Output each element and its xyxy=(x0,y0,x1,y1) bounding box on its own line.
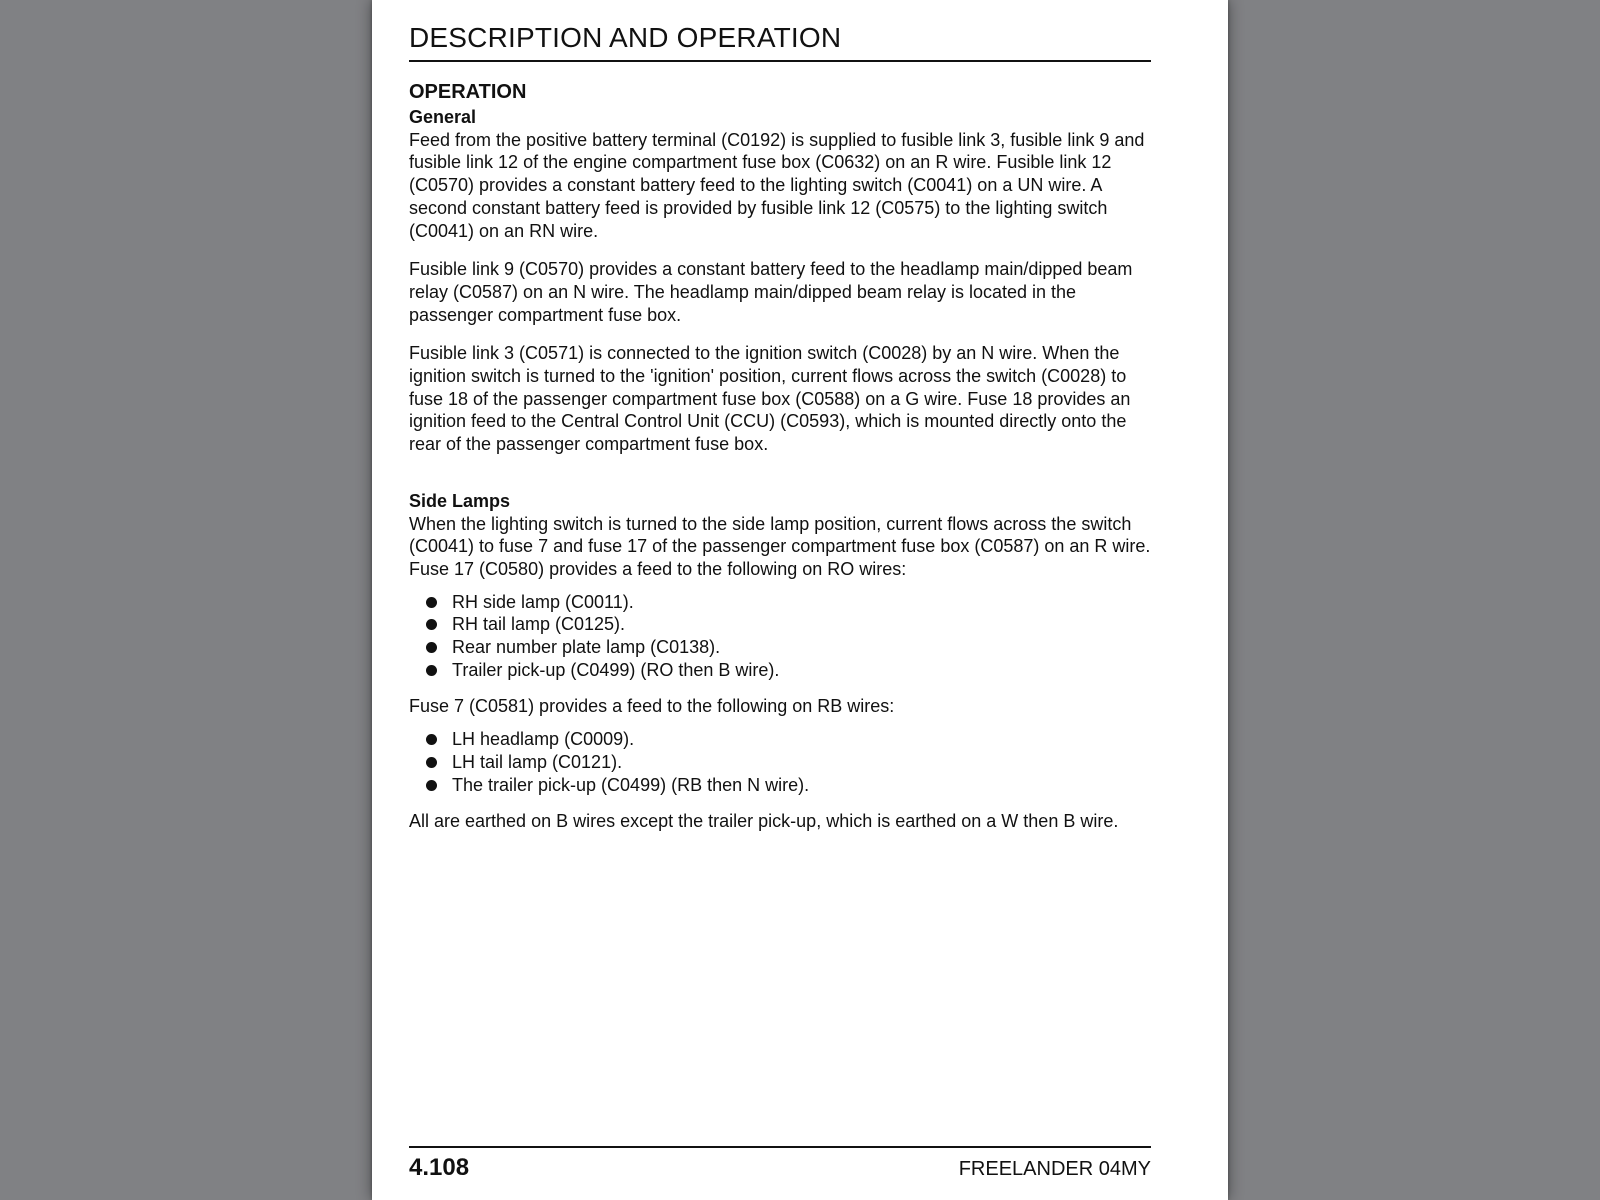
page-number: 4.108 xyxy=(409,1154,470,1181)
header-divider xyxy=(409,60,1151,62)
bullet-icon xyxy=(426,734,437,745)
list-item-text: Rear number plate lamp (C0138). xyxy=(452,637,721,658)
footer-divider xyxy=(409,1146,1151,1148)
general-paragraph-2: Fusible link 9 (C0570) provides a constant battery feed to the headlamp main/dipped beam relay (C0587) on an N wire. The headlamp main/dipped beam relay is located in the passenger compartment fuse box. xyxy=(409,259,1133,325)
section-title: OPERATION xyxy=(409,81,527,103)
document-page xyxy=(372,0,1228,1200)
general-paragraph-1: Feed from the positive battery terminal (C0192) is supplied to fusible link 3, fusible link 9 and fusible link 12 of the engine compartment fuse box (C0632) on an R wire. Fusible link 12 (C0570) provides a constant battery feed to the lighting switch (C0041) on a UN wire. A second constant battery feed is provided by fusible link 12 (C0575) to the lighting switch (C0041) on an RN wire. xyxy=(409,129,1145,241)
page-body xyxy=(409,78,1151,849)
ro-wire-list xyxy=(409,591,1151,682)
subsection-title-general: General xyxy=(409,107,477,127)
list-item-text: LH headlamp (C0009). xyxy=(452,729,635,750)
list-item-text: RH tail lamp (C0125). xyxy=(452,614,626,635)
bullet-icon xyxy=(426,665,437,676)
page-header-title: DESCRIPTION AND OPERATION xyxy=(409,22,842,53)
list-item-text: RH side lamp (C0011). xyxy=(452,591,634,612)
list-item xyxy=(409,659,1151,682)
bullet-icon xyxy=(426,619,437,630)
list-item xyxy=(409,591,1151,614)
list-item-text: Trailer pick-up (C0499) (RO then B wire). xyxy=(452,659,780,680)
bullet-icon xyxy=(426,642,437,653)
subsection-title-side-lamps: Side Lamps xyxy=(409,490,511,511)
list-item xyxy=(409,613,1151,636)
rb-wire-list xyxy=(409,728,1151,796)
list-item xyxy=(409,774,1151,797)
closing-paragraph: All are earthed on B wires except the trailer pick-up, which is earthed on a W then B wire. xyxy=(409,811,1119,832)
footer-model-label: FREELANDER 04MY xyxy=(958,1158,1151,1180)
side-lamps-intro: When the lighting switch is turned to the side lamp position, current flows across the switch (C0041) to fuse 7 and fuse 17 of the passenger compartment fuse box (C0587) on an R wire. Fuse 17 (C0580) provides a feed to the following on RO wires: xyxy=(409,513,1151,579)
bullet-icon xyxy=(426,597,437,608)
list-item-text: The trailer pick-up (C0499) (RB then N wire). xyxy=(452,774,810,795)
general-paragraph-3: Fusible link 3 (C0571) is connected to the ignition switch (C0028) by an N wire. When the ignition switch is turned to the 'ignition' position, current flows across the switch (C0028) to fuse 18 of the passenger compartment fuse box (C0588) on a G wire. Fuse 18 provides an ignition feed to the Central Control Unit (CCU) (C0593), which is mounted directly onto the rear of the passenger compartment fuse box. xyxy=(409,343,1131,455)
list-item xyxy=(409,636,1151,659)
list-item-text: LH tail lamp (C0121). xyxy=(452,751,623,772)
bullet-icon xyxy=(426,780,437,791)
bullet-icon xyxy=(426,757,437,768)
section-spacer xyxy=(409,472,1151,490)
fuse7-intro: Fuse 7 (C0581) provides a feed to the following on RB wires: xyxy=(409,696,895,717)
list-item xyxy=(409,728,1151,751)
list-item xyxy=(409,751,1151,774)
